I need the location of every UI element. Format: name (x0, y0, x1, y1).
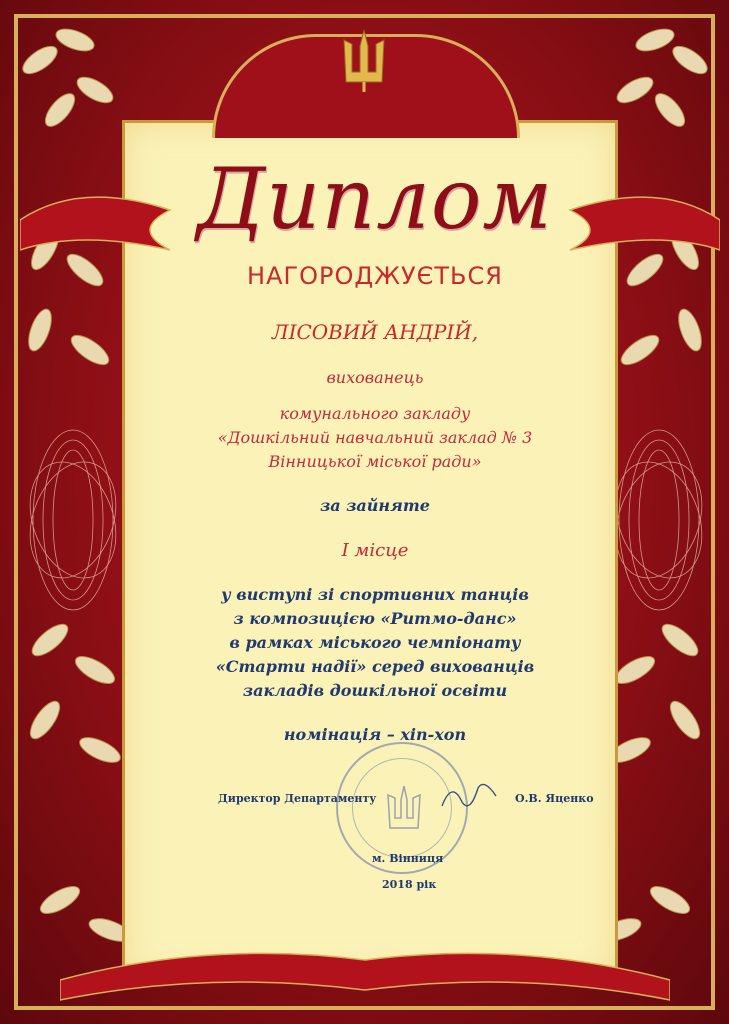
year-text: 2018 рік (382, 878, 437, 891)
city-text: м. Вінниця (372, 852, 444, 865)
institution-line-3: Вінницької міської ради» (268, 452, 482, 471)
institution-line-2: «Дошкільний навчальний заклад № 3 (217, 428, 533, 447)
diploma-title: Диплом (196, 150, 554, 248)
awarded-heading: НАГОРОДЖУЄТЬСЯ (247, 262, 503, 290)
signatory-position: Директор Департаменту (218, 792, 377, 805)
guilloche-rosette-icon (614, 420, 704, 620)
recipient-name: ЛІСОВИЙ АНДРІЙ, (271, 320, 479, 344)
for-taking-text: за зайняте (320, 496, 430, 515)
recipient-role: вихованець (326, 368, 424, 387)
signature-scribble (440, 776, 500, 816)
signatory-name: О.В. Яценко (515, 792, 594, 805)
trident-emblem-icon (340, 26, 388, 96)
event-line-2: з композицією «Ритмо-данс» (233, 609, 517, 628)
institution-line-1: комунального закладу (279, 404, 471, 423)
event-line-4: «Старти надії» серед вихованців (215, 657, 535, 676)
event-line-5: закладів дошкільної освіти (242, 681, 508, 700)
guilloche-rosette-icon (28, 420, 118, 620)
place-text: І місце (341, 540, 409, 561)
event-line-3: в рамках міського чемпіонату (229, 633, 521, 652)
event-line-1: у виступі зі спортивних танців (221, 585, 529, 604)
nomination-text: номінація – хіп-хоп (283, 725, 467, 744)
ribbon-icon (60, 930, 670, 1010)
